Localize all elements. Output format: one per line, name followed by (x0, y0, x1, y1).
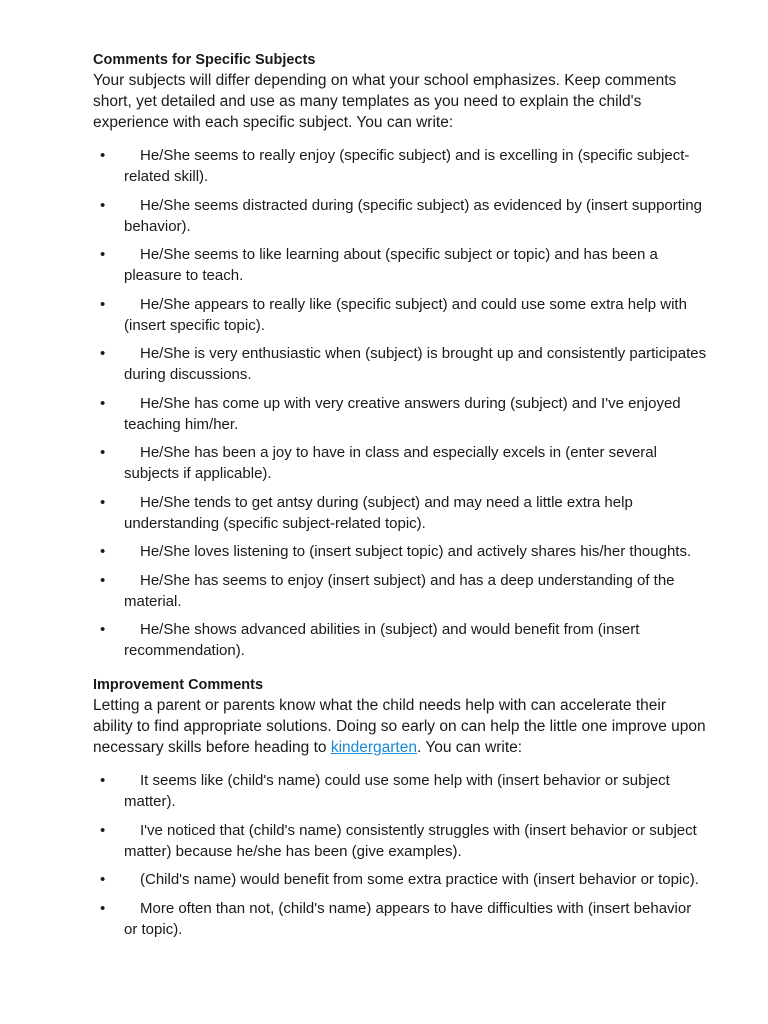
intro-text-after-link: . You can write: (416, 739, 523, 756)
section-intro-specific-subjects: Your subjects will differ depending on what your school emphasizes. Keep comments short, yet detailed and use as many templates as you need to explain the child's experience with each specific subject. You can write: (93, 72, 677, 131)
bullet-icon: • (100, 196, 106, 214)
list-item-text: It seems like (child's name) could use some help with (insert behavior or subject matter). (124, 772, 670, 810)
bullet-icon: • (100, 772, 106, 789)
list-item-text: He/She has seems to enjoy (insert subject) and has a deep understanding of the material. (124, 571, 675, 610)
list-item-text: He/She tends to get antsy during (subject) and may need a little extra help understanding (specific subject-related topic). (124, 493, 633, 532)
list-item (93, 570, 708, 612)
bullet-list-specific-subjects (93, 145, 708, 661)
bullet-icon: • (100, 621, 106, 638)
list-item (93, 442, 708, 484)
list-item-text: He/She shows advanced abilities in (subject) and would benefit from (insert recommendation). (124, 621, 640, 659)
bullet-icon: • (100, 493, 106, 511)
list-item-text: He/She has come up with very creative answers during (subject) and I've enjoyed teaching him/her. (124, 394, 681, 433)
section-title-improvement: Improvement Comments (93, 677, 264, 693)
list-item (93, 820, 708, 862)
section-title-specific-subjects: Comments for Specific Subjects (93, 52, 316, 68)
list-item (93, 619, 708, 661)
bullet-icon: • (100, 821, 106, 839)
list-item (93, 770, 708, 812)
kindergarten-link[interactable]: kindergarten (330, 739, 417, 756)
list-item-text: He/She seems distracted during (specific subject) as evidenced by (insert supporting behavior). (124, 196, 702, 235)
list-item-text: He/She seems to like learning about (specific subject or topic) and has been a pleasure to teach. (124, 246, 658, 284)
bullet-icon: • (100, 345, 106, 362)
bullet-icon: • (100, 571, 106, 589)
list-item (93, 898, 708, 940)
list-item (93, 393, 708, 435)
list-item (93, 343, 708, 385)
list-item-text: He/She seems to really enjoy (specific subject) and is excelling in (specific subject-related skill). (124, 147, 690, 185)
section-intro-improvement (93, 695, 708, 758)
list-item-text: (Child's name) would benefit from some extra practice with (insert behavior or topic). (140, 871, 699, 888)
list-item-text: More often than not, (child's name) appears to have difficulties with (insert behavior or topic). (124, 899, 692, 938)
bullet-list-improvement (93, 770, 708, 940)
list-item (93, 145, 708, 187)
list-item-text: He/She has been a joy to have in class and especially excels in (enter several subjects if applicable). (124, 444, 657, 482)
list-item (93, 869, 708, 890)
bullet-icon: • (100, 246, 106, 263)
bullet-icon: • (100, 543, 106, 560)
list-item-text: He/She appears to really like (specific subject) and could use some extra help with (insert specific topic). (124, 295, 687, 334)
bullet-icon: • (100, 394, 106, 412)
list-item-text: He/She loves listening to (insert subject topic) and actively shares his/her thoughts. (140, 543, 692, 560)
bullet-icon: • (100, 871, 106, 888)
list-item (93, 492, 708, 534)
bullet-icon: • (100, 899, 106, 917)
bullet-icon: • (100, 444, 106, 461)
bullet-icon: • (100, 295, 106, 313)
list-item (93, 195, 708, 237)
list-item (93, 244, 708, 286)
list-item-text: He/She is very enthusiastic when (subject) is brought up and consistently participates during discussions. (124, 345, 707, 383)
bullet-icon: • (100, 147, 106, 164)
list-item (93, 294, 708, 336)
list-item-text: I've noticed that (child's name) consistently struggles with (insert behavior or subject matter) because he/she has been (give examples). (124, 821, 697, 860)
list-item (93, 541, 708, 562)
intro-text-before-link: Letting a parent or parents know what the child needs help with can accelerate their ability to find appropriate solutions. Doing so early on can help the little one improve upon necessary skills before heading to (93, 697, 706, 756)
